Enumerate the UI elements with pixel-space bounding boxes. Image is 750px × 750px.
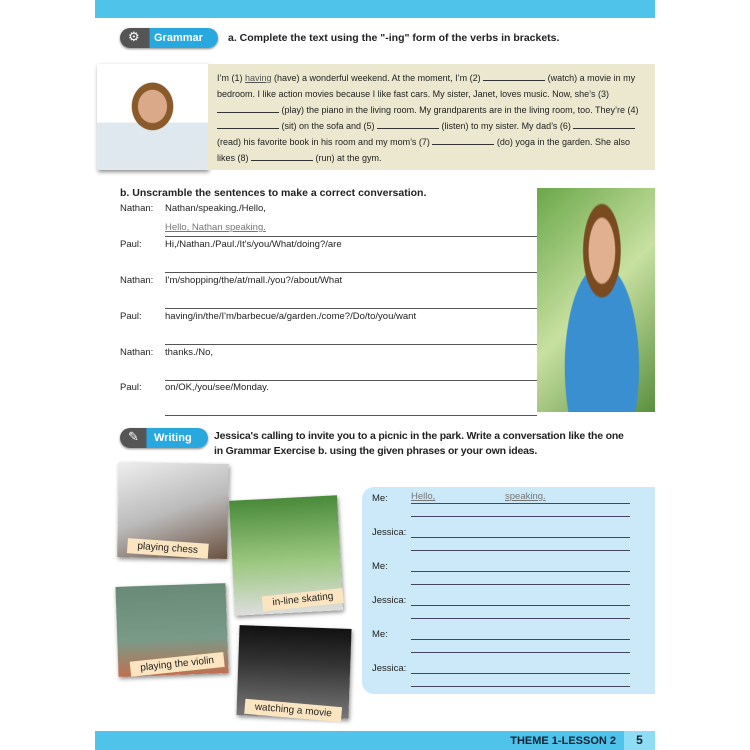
write-line[interactable]: [411, 652, 630, 653]
dialog-speaker: Me:: [372, 493, 388, 504]
write-line[interactable]: [411, 550, 630, 551]
write-line[interactable]: [411, 639, 630, 640]
skating-photo: in-line skating: [229, 495, 343, 615]
write-line[interactable]: [411, 571, 630, 572]
speaker-label: Nathan:: [120, 275, 154, 286]
write-line[interactable]: [411, 537, 630, 538]
dialog-speaker: Jessica:: [372, 663, 407, 674]
dialog-speaker: Jessica:: [372, 595, 407, 606]
writing-instruction: Jessica's calling to invite you to a picnic in the park. Write a conversation like the one in Grammar Exercise b. using the given phrases or your own ideas.: [214, 430, 624, 457]
answer-line[interactable]: [165, 272, 537, 273]
dialog-speaker: Jessica:: [372, 527, 407, 538]
top-bar: [95, 0, 655, 18]
answer-line[interactable]: [165, 308, 537, 309]
example-speaking: speaking.: [505, 491, 546, 502]
answer-line[interactable]: [165, 236, 537, 237]
scrambled-sentence: on/OK,/you/see/Monday.: [165, 382, 269, 393]
speaker-label: Paul:: [120, 382, 142, 393]
movie-photo: watching a movie: [236, 625, 351, 719]
grammar-badge: ⚙ Grammar: [120, 28, 218, 48]
example-hello: Hello,: [411, 491, 436, 502]
pencil-icon: ✎: [128, 430, 139, 445]
violin-photo: playing the violin: [115, 583, 228, 677]
fill-in-paragraph: I’m (1) having (have) a wonderful weekend. At the moment, I’m (2) (watch) a movie in my bedroom. I like action movies because I like fast cars. My sister, Janet, loves music. Now, she’s (3) (play) the piano in the living room. My grandparents are in the living room, too. They’re (4) (sit) on the sofa and (5) (listen) to my sister. My dad’s (6) (read) his favorite book in his room and my mom’s (7) (do) yoga in the garden. She also likes (8) (run) at the gym.: [217, 73, 639, 163]
write-line[interactable]: [411, 516, 630, 517]
write-line[interactable]: [411, 584, 630, 585]
writing-badge: ✎ Writing: [120, 428, 208, 448]
dialog-speaker: Me:: [372, 629, 388, 640]
instruction-a: a. Complete the text using the "-ing" form of the verbs in brackets.: [228, 32, 560, 44]
write-line[interactable]: [411, 686, 630, 687]
write-line[interactable]: [411, 618, 630, 619]
answer-line[interactable]: [165, 415, 537, 416]
page-number: 5: [624, 731, 655, 750]
speaker-label: Paul:: [120, 239, 142, 250]
chess-photo: playing chess: [117, 462, 229, 559]
speaker-label: Paul:: [120, 311, 142, 322]
scrambled-sentence: Nathan/speaking./Hello,: [165, 203, 266, 214]
answer-line[interactable]: [165, 380, 537, 381]
boy-photo: [97, 64, 208, 170]
lesson-label: THEME 1-LESSON 2: [510, 735, 616, 747]
write-line[interactable]: [411, 673, 630, 674]
scrambled-sentence: Hi,/Nathan./Paul./It's/you/What/doing?/are: [165, 239, 342, 250]
gears-icon: ⚙: [128, 30, 140, 45]
speaker-label: Nathan:: [120, 203, 154, 214]
dialog-speaker: Me:: [372, 561, 388, 572]
write-line[interactable]: [411, 503, 630, 504]
scrambled-sentence: having/in/the/I'm/barbecue/a/garden./come?/Do/to/you/want: [165, 311, 417, 322]
scrambled-sentence: I'm/shopping/the/at/mall./you?/about/What: [165, 275, 343, 286]
example-answer: Hello, Nathan speaking.: [165, 222, 266, 233]
answer-line[interactable]: [165, 344, 537, 345]
speaker-label: Nathan:: [120, 347, 154, 358]
instruction-b: b. Unscramble the sentences to make a correct conversation.: [120, 187, 427, 199]
write-line[interactable]: [411, 605, 630, 606]
scrambled-sentence: thanks./No,: [165, 347, 214, 358]
boy-on-phone-photo: [537, 188, 655, 412]
